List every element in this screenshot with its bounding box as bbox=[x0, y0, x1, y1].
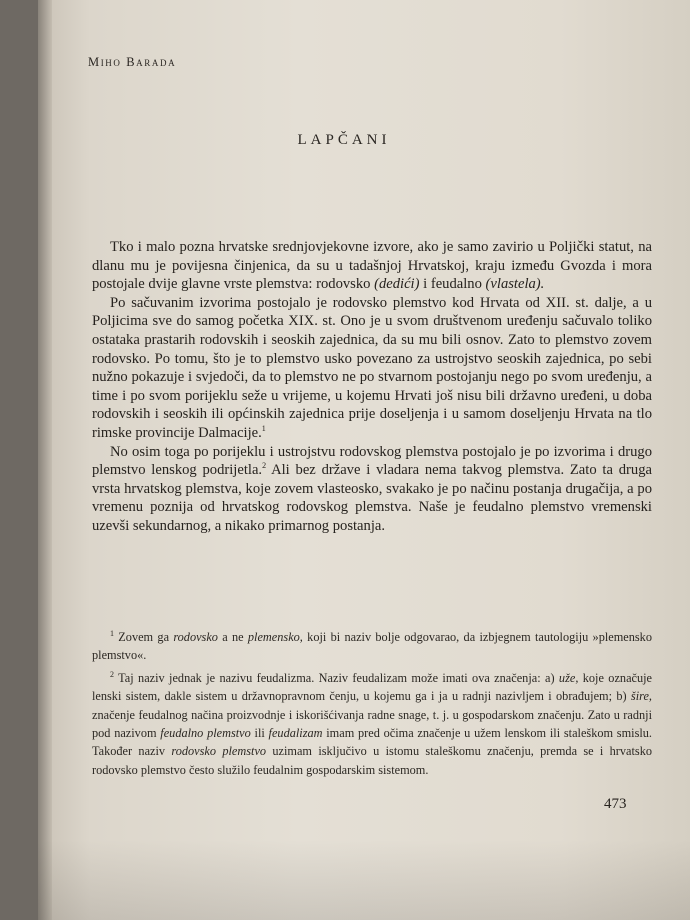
page-shadow bbox=[38, 840, 690, 920]
footnote bbox=[92, 669, 652, 779]
italic-text: feudalno plemstvo bbox=[160, 726, 251, 741]
page-number: 473 bbox=[604, 796, 627, 812]
italic-text: plemensko, bbox=[247, 630, 303, 644]
footnote-marker: 1 bbox=[110, 628, 114, 638]
italic-text: rodovsko plemstvo bbox=[171, 744, 267, 759]
text-run: značenje feudalnog načina proizvodnje i iskorišćivanja radne snage, t. j. u gospodarskom značenju. Zato u radnji pod nazivom bbox=[92, 707, 652, 741]
paragraph bbox=[92, 238, 652, 294]
footnote-marker: 1 bbox=[261, 424, 266, 434]
text-run: Ali bez države i vladara nema takvog plemstva. Zato ta druga vrsta hrvatskog plemstva, koje zovem vlasteosko, svakako je po načinu postanja drugačija, a po vremenu poznija od hrvatskog rodovskog plemstva. Naše je feudalno plemstvo vremenski uzevši sekundarnog, a nikako primarnog postanja. bbox=[92, 462, 652, 534]
italic-text: rodovsko bbox=[173, 630, 218, 644]
text-run: Po sačuvanim izvorima postojalo je rodovsko plemstvo kod Hrvata od XII. st. dalje, a u Poljicima sve do samog početka XIX. st. Ono je u svom društvenom uređenju sačuvalo toliko ostataka prastarih rodovskih i seoskih zajednica, da su mu bili osnov. Zato to plemstvo zovem rodovsko. Po tomu, što je to plemstvo usko povezano za ustrojstvo seoskih zajednica, po sebi nužno pokazuje i svjedoči, da to plemstvo ne po stvarnom postojanju nego po svom uređenju, a time i po svom porijeklu seže u vrijeme, u kojemu Hrvati još nisu bili državno uređeni, u doba rodovskih i seoskih ili općinskih zajednica prije doseljenja i u samom doseljenju Hrvata na tlo rimske provincije Dalmacije. bbox=[92, 294, 652, 441]
text-run: koji bi naziv bolje odgovarao, da izbjegnem tautologiju »plemensko plemstvo«. bbox=[92, 630, 652, 663]
italic-text: feudalizam bbox=[268, 726, 323, 741]
italic-text: (vlastela). bbox=[485, 276, 545, 293]
footnote-marker: 2 bbox=[262, 461, 267, 471]
text-run: ili bbox=[250, 726, 269, 741]
text-run: a ne bbox=[217, 630, 248, 644]
running-header-author: Miho Barada bbox=[88, 55, 177, 69]
footnote bbox=[92, 628, 652, 665]
paragraph bbox=[92, 443, 652, 536]
italic-text: šire, bbox=[630, 689, 652, 704]
text-run: imam pred očima značenje u užem lenskom ili staleškom smislu. Također naziv bbox=[92, 726, 652, 759]
italic-text: (dedići) bbox=[374, 276, 420, 293]
text-run: Taj naziv jednak je nazivu feudalizma. Naziv feudalizam može imati ova značenja: a) bbox=[114, 670, 559, 685]
text-run: i feudalno bbox=[419, 276, 486, 293]
footnotes bbox=[92, 628, 652, 783]
italic-text: uže, bbox=[558, 670, 579, 685]
text-run: uzimam isključivo u istomu staleškomu značenju, premda se i hrvatsko rodovsko plemstvo često služilo feudalnim gospodarskim sistemom. bbox=[92, 744, 653, 777]
main-text bbox=[92, 238, 652, 536]
text-run: Zovem ga bbox=[114, 630, 174, 644]
book-page bbox=[38, 0, 690, 920]
text-run: No osim toga po porijeklu i ustrojstvu rodovskog plemstva postojalo je po izvorima i drugo plemstvo lenskog podrijetla. bbox=[92, 443, 652, 479]
text-run: Tko i malo pozna hrvatske srednjovjekovne izvore, ako je samo zavirio u Poljički statut, na dlanu mu je povijesna činjenica, da su u tadašnjoj Hrvatskoj, kraju između Gvozda i mora postojale dvije glavne vrste plemstva: rodovsko bbox=[92, 239, 652, 293]
text-run: koje označuje lenski sistem, dakle sistem u državnopravnom čenju, u kojemu ga i ja u radnji nazivljem i obrađujem; b) bbox=[92, 670, 653, 704]
article-title: LAPČANI bbox=[297, 132, 391, 148]
paragraph bbox=[92, 294, 652, 443]
footnote-marker: 2 bbox=[110, 669, 114, 679]
